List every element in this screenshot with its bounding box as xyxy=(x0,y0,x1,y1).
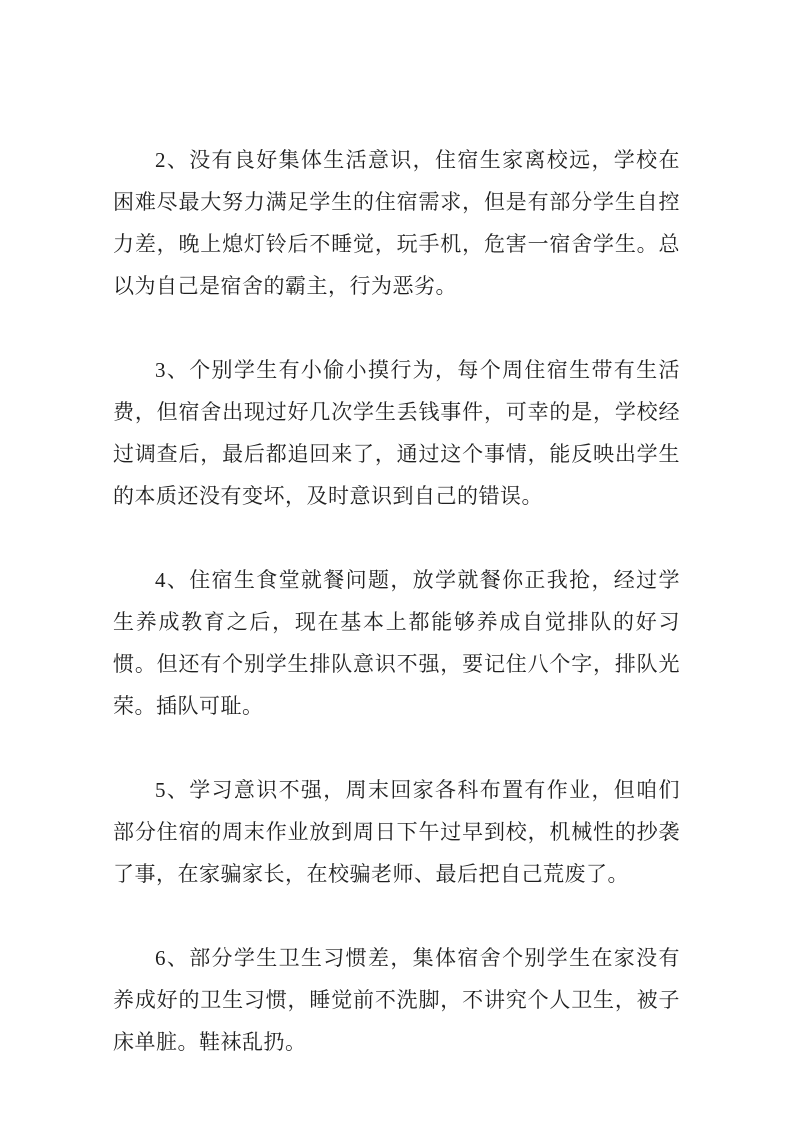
paragraph-item-2: 2、没有良好集体生活意识，住宿生家离校远，学校在困难尽最大努力满足学生的住宿需求，但是有部分学生自控力差，晚上熄灯铃后不睡觉，玩手机，危害一宿舍学生。总以为自己是宿舍的霸主，行为恶劣。 xyxy=(113,148,680,298)
paragraph-item-5: 5、学习意识不强，周末回家各科布置有作业，但咱们部分住宿的周末作业放到周日下午过早到校，机械性的抄袭了事，在家骗家长，在校骗老师、最后把自己荒废了。 xyxy=(113,778,680,886)
paragraph-item-3: 3、个别学生有小偷小摸行为，每个周住宿生带有生活费，但宿舍出现过好几次学生丢钱事件，可幸的是，学校经过调查后，最后都追回来了，通过这个事情，能反映出学生的本质还没有变坏，及时意识到自己的错误。 xyxy=(113,358,680,508)
paragraph-item-6: 6、部分学生卫生习惯差，集体宿舍个别学生在家没有养成好的卫生习惯，睡觉前不洗脚，不讲究个人卫生，被子床单脏。鞋袜乱扔。 xyxy=(113,946,680,1054)
paragraph-item-4: 4、住宿生食堂就餐问题，放学就餐你正我抢，经过学生养成教育之后，现在基本上都能够养成自觉排队的好习惯。但还有个别学生排队意识不强，要记住八个字，排队光荣。插队可耻。 xyxy=(113,568,680,718)
document-body xyxy=(113,139,680,1063)
